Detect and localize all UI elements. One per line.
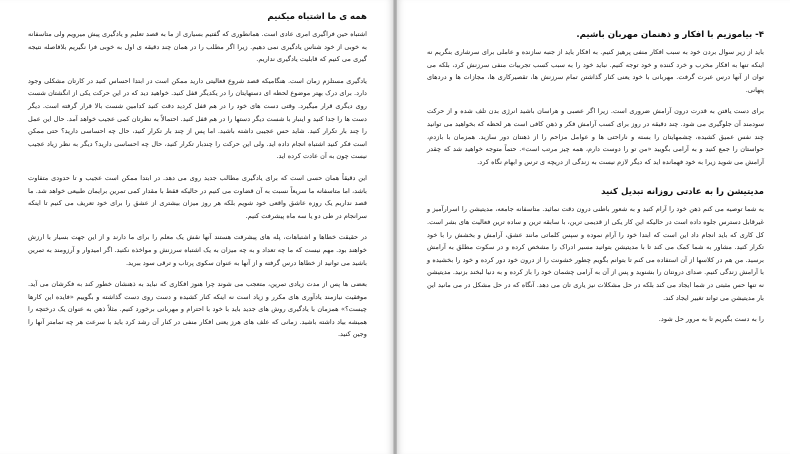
section-heading-meditation: مدیتیشن را به عادتی روزانه تبدیل کنید: [601, 187, 764, 198]
right-paragraph-1: باید از زیر سوال بردن خود به سبب افکار منفی پرهیز کنیم. به افکار باید از جنبه سازنده و عاملی برای سرشاری بنگریم نه اینکه تنها به افکار مخرب و خرد کننده و خود توجه کنیم. نباید خود را به سبب کسب تجربیات منفی سرزنش کرد، بلکه می توان از آنها درس عبرت گرفت. مهربانی با خود یعنی کنار گذاشتن تمام سرزنش ها، تقصیرکاری ها، مجازات ها و دردهای پنهانی.: [427, 48, 764, 94]
right-page: [396, 0, 790, 454]
right-page-text-column: [427, 28, 764, 335]
left-page: [0, 0, 394, 454]
right-paragraph-4: را به دست بگیریم تا به مرور حل شود.: [658, 315, 764, 324]
right-paragraph-3: به شما توصیه می کنم ذهن خود را آرام کنید و به شعور باطنی درون دقت نمائید. متاسفانه جامعه، مدیتیشن را اسرارآمیز و غیرقابل دسترس جلوه داده است در حالیکه این کار یکی از قدیمی ترین، با سابقه ترین و ساده ترین فعالیت های بشر است. کل کاری که باید انجام داد این است که ابتدا خود را آرام نموده و سپس کلماتی مانند عشق، آرامش و بخشش را با خود تکرار کنید. مشاور به شما کمک می کند تا با مدیتیشن بتوانید مسیر ادراک را مشخص کرده و در سکوت مطلق به آرامش برسید. من هم در کلاسها از آن استفاده می کنم تا بتوانم بگویم چطور خشونت را از درون خود دور کرده و خود را بخشیده و با آرامش زندگی کنیم. صدای درونتان را بشنوید و پس از آن به آرامی چشمان خود را باز کرده و به دنیا لبخند بزنید. مدیتیشن نه تنها حس مثبتی در شما ایجاد می کند بلکه در حل مشکلات نیز یاری تان می دهد. آنگاه که در حل مشکل در می مانید این بار مدیتیشن می تواند تغییر ایجاد کند.: [427, 205, 764, 302]
left-paragraph-2: یادگیری مستلزم زمان است. هنگامیکه قصد شروع فعالیتی دارید ممکن است در ابتدا احساس کنید در کارتان مشکلی وجود دارد. برای درک بهتر موضوع لحظه ای دستهایتان را در یکدیگر قفل کنید. خواهید دید که در این حرکت یکی از انگشتان شست روی دیگری قرار میگیرد. وقتی دست های خود را در هم قفل کردید دقت کنید کدامین شست بالا قرار گرفته است. دیگر دست ها را جدا کنید و اینبار با شست دیگر دستها را در هم قفل کنید. احتمالاً به نظرتان کمی عجیب خواهد آمد. حال این عمل را چند بار تکرار کنید. شاید حس عجیبی داشته باشید. اما پس از چند بار تکرار کنید، حال چه احساسی دارید؟ حتی ممکن است فکر کنید اشتباه انجام داده اید. ولی این حرکت را چندبار تکرار کنید، حال چه احساسی دارید؟ دیگر به نظر زیاد عجیب نیست چون به آن عادت کرده اید.: [28, 76, 367, 161]
left-paragraph-3: این دقیقاً همان حسی است که برای یادگیری مطالب جدید روی می دهد. در ابتدا ممکن است عجیب و تا حدودی متفاوت باشد، اما متاسفانه ما سریعاً نسبت به آن قضاوت می کنیم در حالیکه فقط با مقدار کمی تمرین برایمان طبیعی خواهد شد. ما قصد نداریم یک روزه عاشق واقعی خود شویم بلکه هر روز میزان بیشتری از عشق را برای خود تعریف می کنیم تا اینکه سرانجام در طی دو یا سه ماه پیشرفت کنیم.: [28, 173, 367, 220]
left-paragraph-1: اشتباه حین فراگیری امری عادی است. همانطوری که گفتیم بسیاری از ما به قصد تعلیم و یادگیری پیش میرویم ولی متاسفانه به خوبی از خود شناس یادگیری نمی دهیم. زیرا اگر مطلب را در همان چند دقیقه ی اول به خوبی فرا نگیریم بلافاصله نتیجه گیری می کنیم که قابلیت یادگیری نداریم.: [28, 30, 367, 64]
section-heading-kindness: ۴- بیاموزیم با افکار و ذهنمان مهربان باشیم.: [576, 30, 764, 40]
section-gap: [427, 177, 764, 185]
left-page-heading: همه ی ما اشتباه میکنیم: [267, 12, 367, 22]
left-paragraph-4: در حقیقت خطاها و اشتباهات، پله های پیشرفت هستند آنها نقش یک معلم را برای ما دارند و از این جهت بسیار با ارزش خواهند بود. مهم نیست که ما چه تعداد و به چه میزان به یک اشتباه سرزنش و مواخذه نکنید. اگر امیدوار و آرزومند به تمرین باشید می توانید از خطاها درس گرفته و از آنها به عنوان سکوی پرتاب و ترقی سود ببرید.: [28, 233, 367, 267]
left-page-text-column: [28, 12, 367, 350]
right-paragraph-2: برای دست یافتن به قدرت درون آرامش ضروری است. زیرا اگر عصبی و هراسان باشید انرژی بدن تلف شده و از حرکت سودمند آن جلوگیری می شود. چند دقیقه در روز برای کسب آرامش فکر و ذهن کافی است هر لحظه که بخواهید می توانید چند نفس عمیق کشیده، چشمهایتان را بسته و ناراحتی ها و عوامل مزاحم را از ذهنتان دور سازید. همزمان با بازدم، حواستان را جمع کنید و به آرامی بگویید «من تو را دوست دارم، همه چیز مرتب است». حتماً متوجه خواهید شد که چقدر آرامش می شوید زیرا به خود فهمانده اید که دیگر لازم نیست به زندگی از دریچه ی ترس و ابهام نگاه کرد.: [427, 107, 764, 166]
left-paragraph-5: بعضی ها پس از مدت زیادی تمرین، متعجب می شوند چرا هنوز افکاری که نباید به ذهنشان خطور کند به فکرشان می آید. موفقیت نیازمند یادآوری های مکرر و زیاد است نه اینکه کنار کشیده و دست روی دست گذاشته و بگوییم «فایده این کارها چیست؟» همزمان با یادگیری روش های جدید باید با خود با احترام و مهربانی برخورد کنیم. مثلاً ذهن به عنوان یک درختچه را همیشه بیاد داشته باشید. زمانی که علف های هرز یعنی افکار منفی در کنار آن رشد کرد باید با سرعت هر چه تمامتر آنها را وجین کنید.: [28, 280, 367, 339]
